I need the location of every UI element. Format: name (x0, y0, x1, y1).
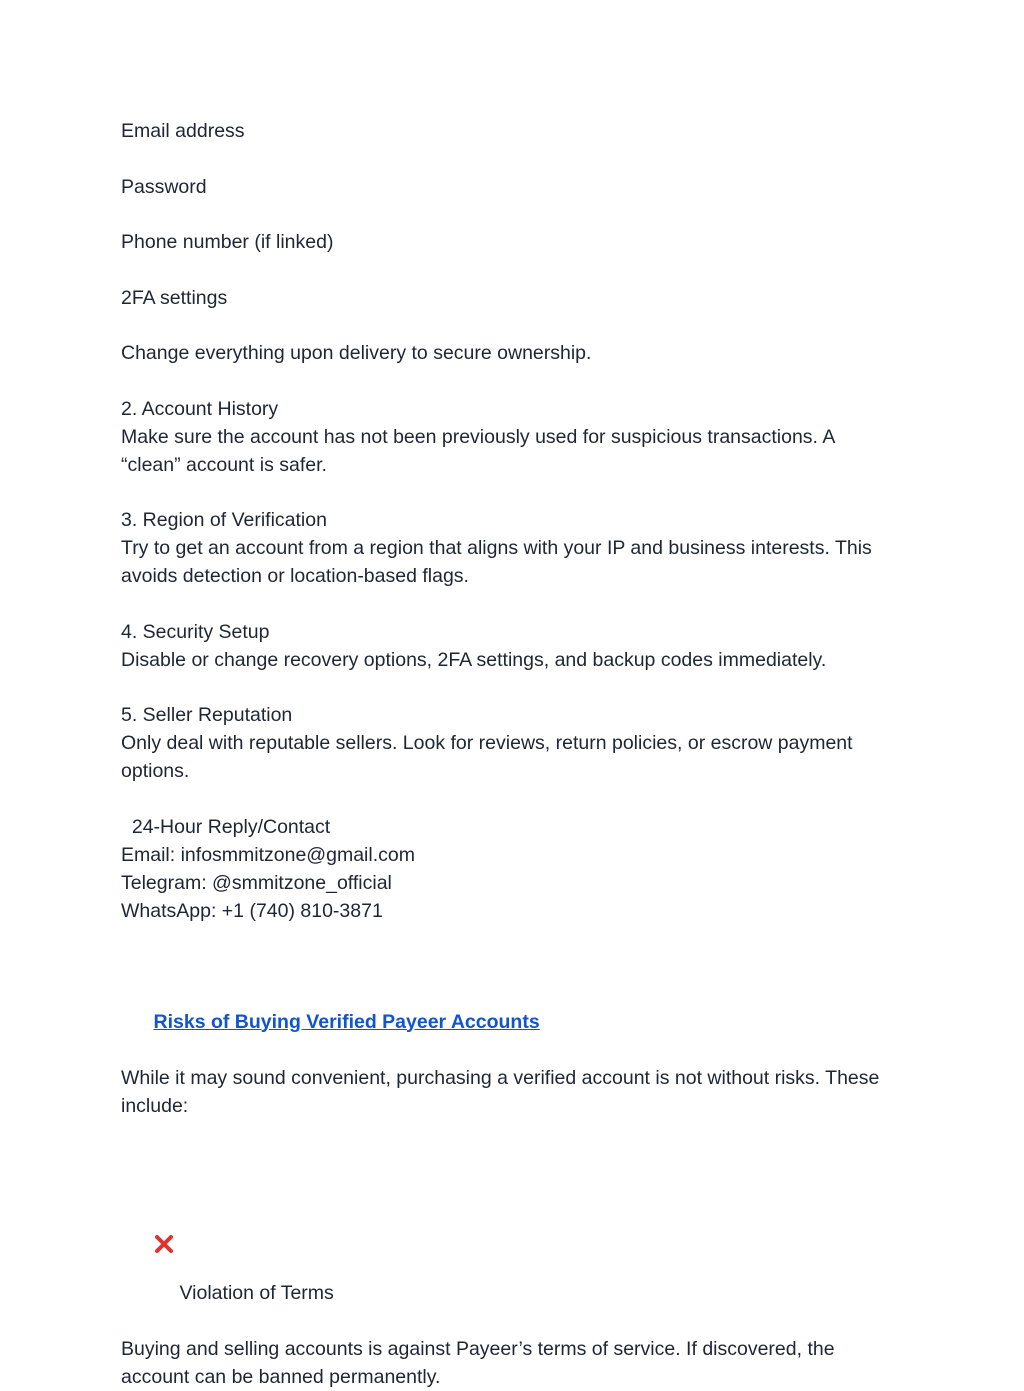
contact-heading: 24-Hour Reply/Contact (121, 813, 921, 841)
risks-section (121, 980, 921, 1391)
section-text: Try to get an account from a region that aligns with your IP and business interests. This (121, 534, 921, 562)
contact-block (121, 813, 921, 925)
contact-whatsapp: WhatsApp: +1 (740) 810-3871 (121, 897, 921, 925)
risk-item-title: Violation of Terms (180, 1282, 334, 1304)
intro-item-password: Password (121, 173, 921, 201)
section-text: avoids detection or location-based flags. (121, 562, 921, 590)
section-text: Only deal with reputable sellers. Look for reviews, return policies, or escrow payment (121, 729, 921, 757)
risks-heading-link[interactable]: Risks of Buying Verified Payeer Accounts (154, 1011, 540, 1033)
risk-item-text: Buying and selling accounts is against Payeer’s terms of service. If discovered, the (121, 1335, 921, 1363)
section-title: 4. Security Setup (121, 618, 921, 646)
risks-intro-text: include: (121, 1092, 921, 1120)
section-text: options. (121, 757, 921, 785)
contact-email: Email: infosmmitzone@gmail.com (121, 841, 921, 869)
section-security-setup (121, 618, 921, 674)
section-region-of-verification (121, 506, 921, 590)
contact-telegram: Telegram: @smmitzone_official (121, 869, 921, 897)
risk-item-title-row (121, 1147, 921, 1335)
cross-mark-icon (154, 1178, 174, 1198)
intro-item-phone: Phone number (if linked) (121, 228, 921, 256)
section-title: 3. Region of Verification (121, 506, 921, 534)
section-text: “clean” account is safer. (121, 451, 921, 479)
intro-item-2fa: 2FA settings (121, 284, 921, 312)
section-title: 5. Seller Reputation (121, 701, 921, 729)
risks-intro-text: While it may sound convenient, purchasing a verified account is not without risks. These (121, 1064, 921, 1092)
intro-item-email: Email address (121, 117, 921, 145)
section-account-history (121, 395, 921, 479)
section-seller-reputation (121, 701, 921, 785)
section-text: Disable or change recovery options, 2FA settings, and backup codes immediately. (121, 646, 921, 674)
section-title: 2. Account History (121, 395, 921, 423)
section-text: Make sure the account has not been previously used for suspicious transactions. A (121, 423, 921, 451)
risk-item-text: account can be banned permanently. (121, 1363, 921, 1391)
intro-note: Change everything upon delivery to secure ownership. (121, 339, 921, 367)
document-body (121, 117, 921, 1391)
